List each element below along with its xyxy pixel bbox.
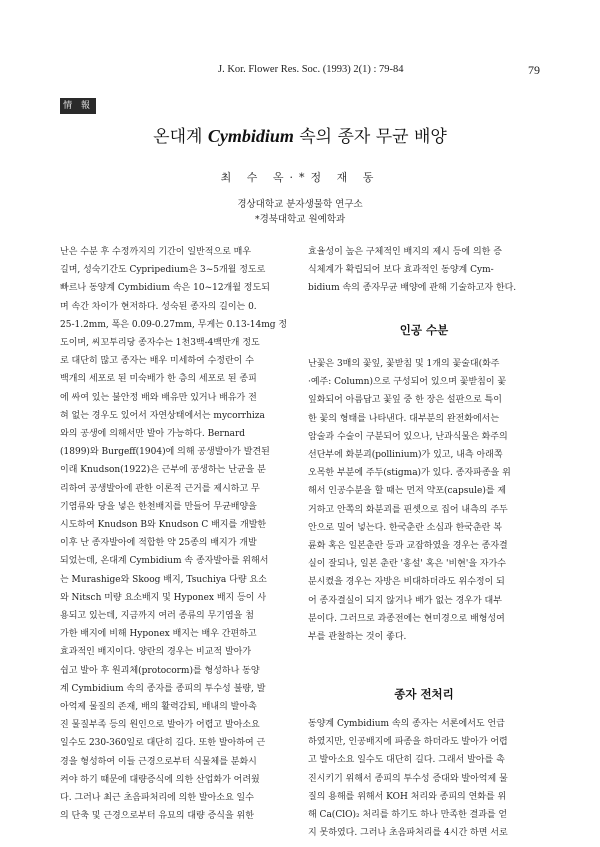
text-line: 기염류와 당을 넣은 한천배지를 만들어 무균배양을	[60, 501, 257, 512]
text-line: 지 못하였다. 그러나 초음파처리를 4시간 하면 서로	[308, 828, 508, 839]
pollination-text	[308, 355, 540, 646]
text-line: 되었는데, 온대계 Cymbidium 속 종자발아를 위해서	[60, 556, 269, 567]
text-line: 하였지만, 인공배지에 파종을 하더라도 발아가 어렵	[308, 737, 508, 748]
text-line: 길며, 성숙기간도 Cypripedium은 3~5개월 정도로	[60, 265, 266, 276]
text-line: 로 대단히 많고 종자는 배우 미세하여 수정란이 수	[60, 356, 254, 367]
text-line: 쉽고 발아 후 원괴체(protocorm)를 형성하나 동양	[60, 665, 260, 676]
text-line: 경을 형성하여 이들 근경으로부터 식물체를 분화시	[60, 756, 257, 767]
text-line: 해 Ca(ClO)₂ 처리를 하기도 하나 만족한 결과를 얻	[308, 810, 508, 821]
affiliation-1: 경상대학교 분자생물학 연구소	[237, 199, 363, 210]
text-line: 일수도 230-360일로 대단히 길다. 또한 발아하여 근	[60, 738, 266, 749]
text-line: 도이며, 씨꼬투리당 종자수는 1천3백-4백만개 정도	[60, 338, 260, 349]
right-column-intro-end	[308, 243, 540, 298]
title-scientific-name: Cymbidium	[207, 126, 294, 146]
text-line: 25-1.2mm, 폭은 0.09-0.27mm, 무게는 0.13-14mg 정	[60, 319, 288, 330]
text-line: 켜야 하기 때문에 대량증식에 의한 산업화가 어려웠	[60, 774, 260, 785]
heading-artificial-pollination: 인공 수분	[399, 323, 449, 337]
text-line: 선단부에 화분괴(pollinium)가 있고, 내측 아래쪽	[308, 450, 503, 461]
text-line: 효과적인 배지이다. 양란의 경우는 비교적 발아가	[60, 647, 252, 658]
text-line: 용되고 있는데, 지금까지 여러 종류의 무기염을 첨	[60, 611, 254, 622]
text-line: 아억제 물질의 존재, 배의 활력감퇴, 배내의 발아촉	[60, 702, 257, 713]
text-line: 고 발아소요 일수도 대단히 길다. 그래서 발아를 촉	[308, 755, 505, 766]
text-line: 시도하여 Knudson B와 Knudson C 배지를 개발한	[60, 520, 267, 531]
text-line: 의 단축 및 근경으로부터 유묘의 대량 증식을 위한	[60, 811, 254, 822]
text-line: 해서 인공수분을 할 때는 먼저 약포(capsule)를 제	[308, 486, 507, 497]
authors: 최 수 옥·*정 재 동	[220, 171, 380, 184]
pretreatment-text	[308, 715, 540, 842]
left-column-text	[60, 243, 295, 826]
text-line: 난은 수분 후 수정까지의 기간이 일반적으로 매우	[60, 247, 252, 257]
text-line: 식체계가 확립되어 보다 효과적인 동양계 Cym-	[308, 265, 494, 276]
heading-seed-pretreatment: 종자 전처리	[394, 687, 454, 701]
text-line: (1899)와 Burgeff(1904)에 의해 공생발아가 발견된	[60, 447, 270, 458]
text-line: 질의 용해를 위해서 KOH 처리와 종피의 연화를 위	[308, 791, 507, 802]
text-line: 이래 Knudson(1922)은 근부에 공생하는 난균을 분	[60, 465, 266, 476]
text-line: 실이 잘되나, 일본 춘란 '홍설' 혹은 '비현'을 자가수	[308, 559, 506, 570]
text-line: 잎화되어 아름답고 꽃잎 중 한 장은 설판으로 특이	[308, 395, 502, 406]
text-line: ·예주: Column)으로 구성되어 있으며 꽃받침이 꽃	[308, 377, 507, 388]
text-line: 빠르나 동양계 Cymbidium 속은 10~12개월 정도되	[60, 283, 270, 294]
text-line: 효율성이 높은 구체적인 배지의 제시 등에 의한 증	[308, 247, 502, 257]
text-line: 혀 없는 경우도 있어서 자연상태에서는 mycorrhiza	[60, 410, 265, 421]
text-line: 며 속간 차이가 현저하다. 성숙된 종자의 길이는 0.	[60, 301, 257, 312]
text-line: 는 Murashige와 Skoog 배지, Tsuchiya 다량 요소	[60, 574, 267, 585]
title-suffix: 속의 종자 무균 배양	[293, 127, 447, 147]
text-line: 부를 관찰하는 것이 좋다.	[308, 632, 407, 643]
text-line: 륜화 혹은 일본춘란 등과 교잡하였을 경우는 종자결	[308, 541, 508, 552]
text-line: 진 물질부족 등의 원인으로 발아가 어렵고 발아소요	[60, 720, 260, 731]
text-line: 와의 공생에 의해서만 발아 가능하다. Bernard	[60, 429, 246, 440]
title-prefix: 온대계	[153, 127, 208, 147]
text-line: 분시켰을 경우는 자방은 비대하더라도 위수정이 되	[308, 577, 505, 588]
text-line: 어 종자결실이 되지 않거나 배가 없는 경우가 대부	[308, 595, 502, 606]
text-line: 난꽃은 3매의 꽃잎, 꽃받침 및 1개의 꽃술대(화주	[308, 359, 500, 369]
text-line: 동양계 Cymbidium 속의 종자는 서론에서도 언급	[308, 719, 505, 729]
affiliation-2: *경북대학교 원예학과	[254, 214, 346, 225]
text-line: 거하고 안쪽의 화분괴를 핀셋으로 집어 내측의 주두	[308, 504, 508, 515]
text-line: 계 Cymbidium 속의 종자를 종피의 투수성 불량, 발	[60, 683, 266, 694]
journal-header: J. Kor. Flower Res. Soc. (1993) 2(1) : 79-84	[218, 64, 404, 75]
text-line: 에 싸여 있는 불안정 배와 배유만 있거나 배유가 전	[60, 392, 257, 403]
text-line: 와 Nitsch 미량 요소배지 및 Hyponex 배지 등이 사	[60, 592, 267, 603]
text-line: 안으로 밀어 넣는다. 한국춘란 소심과 한국춘란 복	[308, 522, 502, 533]
text-line: 다. 그러나 최근 초음파처리에 의한 발아소요 일수	[60, 793, 254, 804]
text-line: 이후 난 종자발아에 적합한 약 25종의 배지가 개발	[60, 538, 257, 549]
text-line: 오목한 부분에 주두(stigma)가 있다. 종자파종을 위	[308, 468, 511, 479]
text-line: 리하여 공생발아에 관한 이론적 근거를 제시하고 무	[60, 483, 260, 494]
text-line: 한 꽃의 형태를 나타낸다. 대부분의 완전화에서는	[308, 413, 500, 424]
text-line: 분이다. 그러므로 과종전에는 현미경으로 배형성여	[308, 613, 505, 624]
text-line: 가한 배지에 비해 Hyponex 배지는 배우 간편하고	[60, 629, 257, 640]
text-line: 암술과 수술이 구분되어 있으나, 난과식물은 화주의	[308, 431, 508, 442]
page-number: 79	[528, 63, 540, 77]
text-line: 백개의 세포로 된 미숙배가 한 층의 세포로 된 종피	[60, 374, 257, 385]
text-line: bidium 속의 종자무균 배양에 관해 기술하고자 한다.	[308, 283, 517, 294]
section-tag: 情 報	[60, 98, 96, 114]
article-title	[0, 122, 600, 147]
text-line: 진시키기 위해서 종피의 투수성 증대와 발아억제 물	[308, 773, 508, 784]
